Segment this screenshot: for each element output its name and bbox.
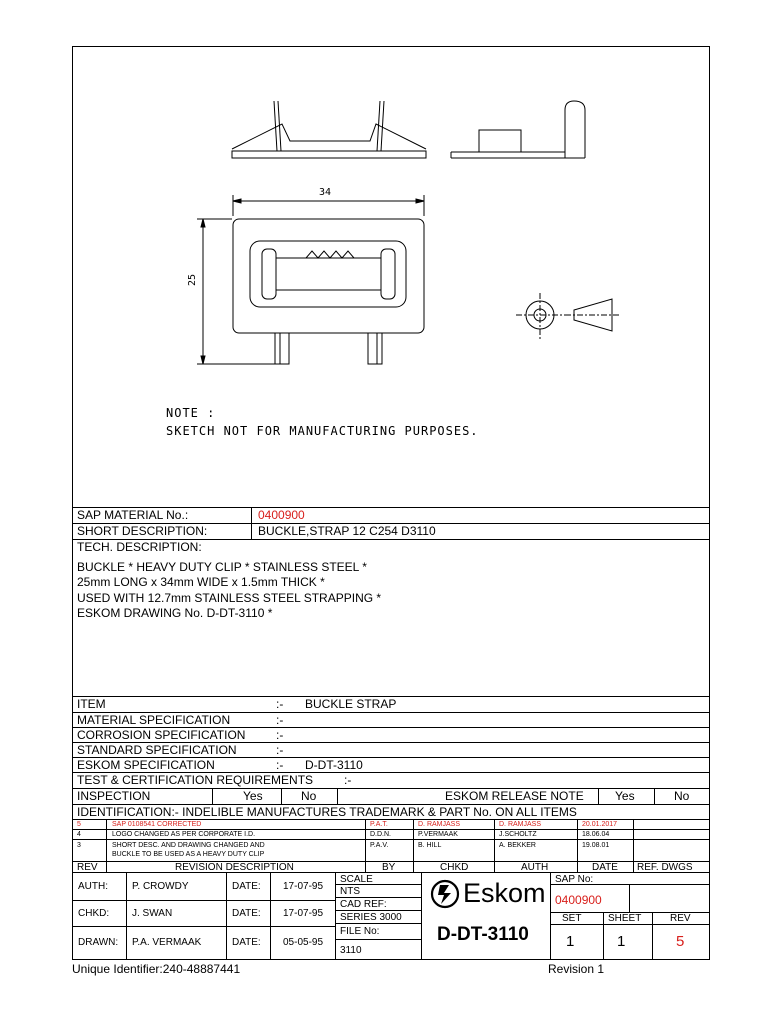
rev5-date: 20.01.2017: [582, 821, 618, 828]
auth-date: 17-07-95: [283, 881, 324, 892]
rev4-by: D.D.N.: [370, 831, 391, 838]
drawn-date-label: DATE:: [232, 937, 261, 948]
rev5-description: SAP 0108541 CORRECTED: [112, 821, 202, 828]
inspection-no: No: [301, 789, 317, 803]
item-value: BUCKLE STRAP: [305, 697, 397, 711]
rev4-auth: J.SCHOLTZ: [499, 831, 537, 838]
rev4-number: 4: [77, 831, 81, 838]
rev-header-date: DATE: [592, 862, 618, 873]
rev3-date: 19.08.01: [582, 842, 610, 849]
rev-header-ref-dwgs: REF. DWGS: [637, 862, 693, 873]
rev-label: REV: [670, 913, 691, 924]
hole-detail: [516, 293, 620, 339]
auth-date-label: DATE:: [232, 881, 261, 892]
test-cert-label: TEST & CERTIFICATION REQUIREMENTS: [77, 773, 314, 787]
rev-header-rev: REV: [77, 862, 98, 873]
unique-identifier: Unique Identifier:240-48887441: [72, 962, 241, 976]
end-view: [451, 101, 585, 158]
inspection-label: INSPECTION: [77, 789, 151, 803]
sheet-value: 1: [617, 933, 626, 950]
release-note-no: No: [674, 789, 690, 803]
rev-header-auth: AUTH: [521, 862, 549, 873]
corrosion-spec-separator: :-: [276, 728, 284, 742]
material-spec-label: MATERIAL SPECIFICATION: [77, 713, 231, 727]
rev-header-by: BY: [382, 862, 396, 873]
auth-label: AUTH:: [78, 881, 108, 892]
standard-spec-label: STANDARD SPECIFICATION: [77, 743, 237, 757]
tech-line-1: BUCKLE * HEAVY DUTY CLIP * STAINLESS STEEL *: [77, 560, 367, 574]
tech-line-3: USED WITH 12.7mm STAINLESS STEEL STRAPPING *: [77, 591, 382, 605]
height-dimension-label: 25: [187, 273, 198, 286]
sap-no-label: SAP No:: [555, 874, 594, 885]
rev-value: 5: [676, 933, 685, 950]
rev-header-description: REVISION DESCRIPTION: [175, 862, 294, 873]
short-description-value: BUCKLE,STRAP 12 C254 D3110: [258, 524, 436, 538]
set-label: SET: [562, 913, 582, 924]
drawn-name: P.A. VERMAAK: [132, 937, 202, 948]
rev5-number: 5: [77, 821, 81, 828]
item-separator: :-: [276, 697, 284, 711]
document-revision: Revision 1: [548, 962, 605, 976]
width-dimension-label: 34: [319, 187, 332, 198]
chkd-date: 17-07-95: [283, 908, 324, 919]
chkd-label: CHKD:: [78, 908, 110, 919]
rev-header-chkd: CHKD: [440, 862, 469, 873]
material-spec-separator: :-: [276, 713, 284, 727]
set-value: 1: [566, 933, 575, 950]
rev3-number: 3: [77, 842, 81, 849]
chkd-name: J. SWAN: [132, 908, 173, 919]
rev5-auth: D. RAMJASS: [499, 821, 542, 828]
cad-ref-label: CAD REF:: [340, 899, 387, 910]
test-cert-separator: :-: [344, 773, 352, 787]
item-label: ITEM: [77, 697, 106, 711]
sheet-label: SHEET: [608, 913, 642, 924]
eskom-spec-separator: :-: [276, 758, 284, 772]
note-text: SKETCH NOT FOR MANUFACTURING PURPOSES.: [166, 424, 479, 438]
inspection-yes: Yes: [243, 789, 263, 803]
release-note-yes: Yes: [615, 789, 635, 803]
tech-line-2: 25mm LONG x 34mm WIDE x 1.5mm THICK *: [77, 575, 325, 589]
short-description-label: SHORT DESCRIPTION:: [77, 524, 208, 538]
sap-material-label: SAP MATERIAL No.:: [77, 508, 189, 522]
note-label: NOTE :: [166, 406, 216, 420]
standard-spec-separator: :-: [276, 743, 284, 757]
corrosion-spec-label: CORROSION SPECIFICATION: [77, 728, 246, 742]
identification-text: IDENTIFICATION:- INDELIBLE MANUFACTURES TRADEMARK & PART No. ON ALL ITEMS: [77, 805, 577, 819]
side-view-strap: [232, 101, 426, 158]
eskom-spec-label: ESKOM SPECIFICATION: [77, 758, 215, 772]
drawing-number: D-DT-3110: [437, 924, 529, 945]
scale-label: SCALE: [340, 874, 373, 885]
rev5-chkd: D. RAMJASS: [418, 821, 461, 828]
sap-material-value: 0400900: [258, 508, 305, 522]
eskom-logo-text: Eskom: [463, 878, 546, 908]
rev3-description-line1: SHORT DESC. AND DRAWING CHANGED AND: [112, 842, 265, 849]
tech-description-label: TECH. DESCRIPTION:: [77, 540, 202, 554]
rev4-chkd: P.VERMAAK: [418, 831, 458, 838]
release-note-label: ESKOM RELEASE NOTE: [445, 789, 584, 803]
rev4-date: 18.06.04: [582, 831, 610, 838]
file-no-value: 3110: [340, 945, 362, 956]
drawn-label: DRAWN:: [78, 937, 119, 948]
rev3-chkd: B. HILL: [418, 842, 442, 849]
rev3-auth: A. BEKKER: [499, 842, 536, 849]
file-no-label: FILE No:: [340, 926, 380, 937]
rev4-description: LOGO CHANGED AS PER CORPORATE I.D.: [112, 831, 256, 838]
rev3-description-line2: BUCKLE TO BE USED AS A HEAVY DUTY CLIP: [112, 851, 265, 858]
scale-value: NTS: [340, 886, 360, 897]
tech-line-4: ESKOM DRAWING No. D-DT-3110 *: [77, 606, 273, 620]
auth-name: P. CROWDY: [132, 881, 189, 892]
rev5-by: P.A.T.: [370, 821, 388, 828]
drawn-date: 05-05-95: [283, 937, 324, 948]
eskom-logo-icon: [430, 879, 460, 909]
eskom-spec-value: D-DT-3110: [305, 758, 363, 772]
chkd-date-label: DATE:: [232, 908, 261, 919]
sap-no-value: 0400900: [555, 893, 602, 907]
rev3-by: P.A.V.: [370, 842, 389, 849]
cad-ref-value: SERIES 3000: [340, 912, 402, 923]
plan-view: [233, 219, 424, 364]
